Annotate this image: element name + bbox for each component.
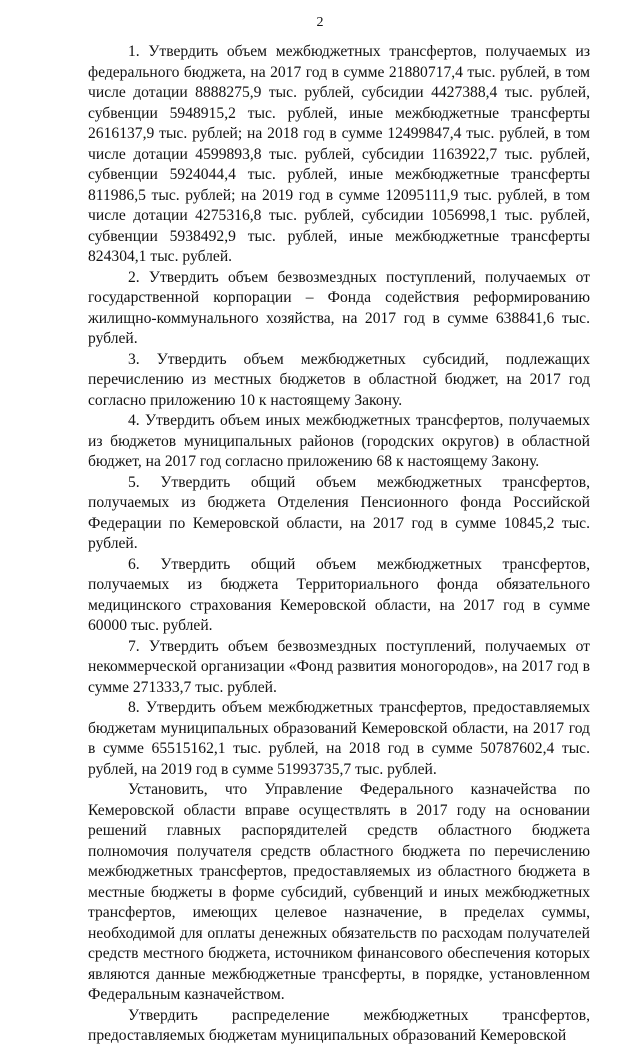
paragraph-5: 5. Утвердить общий объем межбюджетных трансфертов, получаемых из бюджета Отделения Пенсионного фонда Российской Федерации по Кемеровской области, на 2017 год в сумме 10845,2 тыс. рублей. <box>88 473 590 552</box>
paragraph-7: 7. Утвердить объем безвозмездных поступлений, получаемых от некоммерческой организации «Фонд развития моногородов», на 2017 год в сумме 271333,7 тыс. рублей. <box>88 637 590 696</box>
paragraph-3: 3. Утвердить объем межбюджетных субсидий, подлежащих перечислению из местных бюджетов в областной бюджет, на 2017 год согласно приложению 10 к настоящему Закону. <box>88 350 590 409</box>
paragraph-2: 2. Утвердить объем безвозмездных поступлений, получаемых от государственной корпорации – Фонда содействия реформированию жилищно-коммунального хозяйства, на 2017 год в сумме 638841,6 тыс. рублей. <box>88 268 590 347</box>
document-body <box>88 42 590 1047</box>
paragraph-8: 8. Утвердить объем межбюджетных трансфертов, предоставляемых бюджетам муниципальных образований Кемеровской области, на 2017 год в сумме 65515162,1 тыс. рублей, на 2018 год в сумме 50787602,4 тыс. рублей, на 2019 год в сумме 51993735,7 тыс. рублей. <box>88 699 590 778</box>
paragraph-establish: Установить, что Управление Федерального казначейства по Кемеровской области вправе осуществлять в 2017 году на основании решений главных распорядителей средств областного бюджета полномочия получателя средств областного бюджета по перечислению межбюджетных трансфертов, предоставляемых из областного бюджета в местные бюджеты в форме субсидий, субвенций и иных межбюджетных трансфертов, имеющих целевое назначение, в пределах суммы, необходимой для оплаты денежных обязательств по расходам получателей средств местного бюджета, источником финансового обеспечения которых являются данные межбюджетные трансферты, в порядке, установленном Федеральным казначейством. <box>88 781 590 1003</box>
paragraph-1: 1. Утвердить объем межбюджетных трансфертов, получаемых из федерального бюджета, на 2017 год в сумме 21880717,4 тыс. рублей, в том числе дотации 8888275,9 тыс. рублей, субсидии 4427388,4 тыс. рублей, субвенции 5948915,2 тыс. рублей, иные межбюджетные трансферты 2616137,9 тыс. рублей; на 2018 год в сумме 12499847,4 тыс. рублей, в том числе дотации 4599893,8 тыс. рублей, субсидии 1163922,7 тыс. рублей, субвенции 5924044,4 тыс. рублей, иные межбюджетные трансферты 811986,5 тыс. рублей; на 2019 год в сумме 12095111,9 тыс. рублей, в том числе дотации 4275316,8 тыс. рублей, субсидии 1056998,1 тыс. рублей, субвенции 5938492,9 тыс. рублей, иные межбюджетные трансферты 824304,1 тыс. рублей. <box>88 43 590 265</box>
page-number: 2 <box>316 15 324 30</box>
paragraph-6: 6. Утвердить общий объем межбюджетных трансфертов, получаемых из бюджета Территориального фонда обязательного медицинского страхования Кемеровской области, на 2017 год в сумме 60000 тыс. рублей. <box>88 555 590 634</box>
paragraph-4: 4. Утвердить объем иных межбюджетных трансфертов, получаемых из бюджетов муниципальных районов (городских округов) в областной бюджет, на 2017 год согласно приложению 68 к настоящему Закону. <box>88 412 590 470</box>
paragraph-distribution: Утвердить распределение межбюджетных трансфертов, предоставляемых бюджетам муниципальных образований Кемеровской <box>88 1006 590 1044</box>
